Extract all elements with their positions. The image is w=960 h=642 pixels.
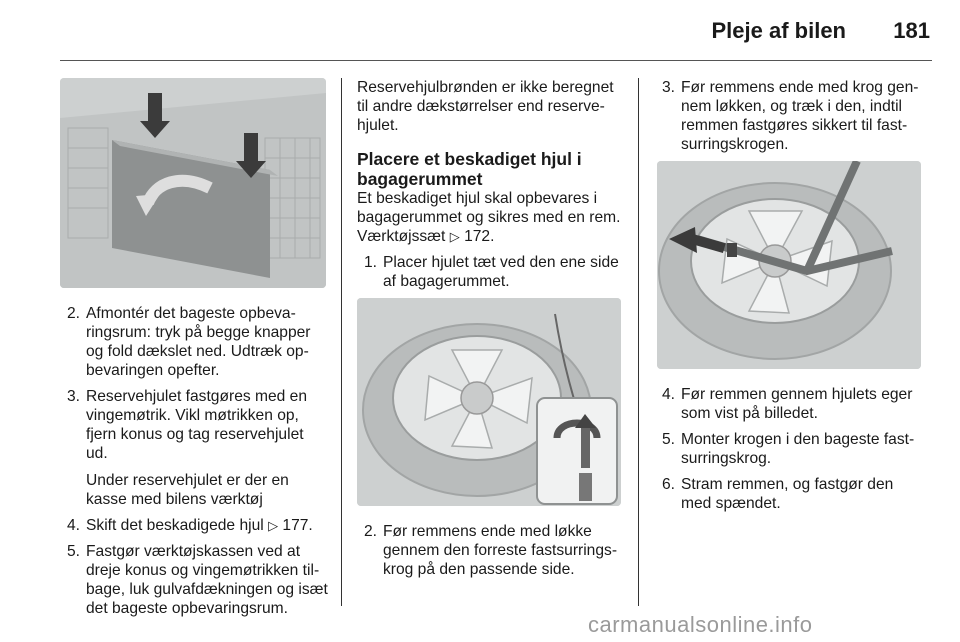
section-heading: Placere et beskadiget hjul i bagagerummet: [357, 149, 582, 189]
step-note: Under reservehjulet er der en kasse med bilens værktøj: [86, 472, 289, 508]
arrow-ref-icon: ▷: [268, 518, 279, 533]
watermark: carmanualsonline.info: [588, 612, 813, 637]
header-rule: [60, 60, 932, 61]
arrow-ref-icon: ▷: [449, 229, 460, 244]
column-divider: [341, 78, 342, 606]
list-item: 5. Fastgør værktøjskassen ved at dreje konus og vingemøtrikken tilbage, luk gulvafdækningen og isæt det bageste opbevaringsrum.: [67, 543, 328, 617]
header-title: Pleje af bilen: [711, 18, 846, 43]
wheel-in-trunk-illustration: [357, 298, 621, 506]
list-item: 3. Reservehjulet fastgøres med en vingemøtrik. Vikl møtrikken op, fjern konus og tag reservehjulet ud. Under reservehjulet er der en kasse med bilens værktøj: [60, 387, 328, 509]
storage-cover-illustration: [60, 78, 326, 288]
list-item: 2. Før remmens ende med løkke gennem den forreste fastsurringskrog på den passende side.: [364, 523, 618, 578]
strap-through-wheel-illustration: [657, 161, 921, 369]
list-item: 3. Før remmens ende med krog gennem løkken, og træk i den, indtil remmen fastgøres sikkert til fastsurringskrogen.: [662, 79, 919, 153]
column-divider: [638, 78, 639, 606]
list-item: 4. Skift det beskadigede hjul ▷ 177.: [67, 517, 313, 534]
list-item: 5. Monter krogen i den bageste fastsurringskrog.: [662, 431, 915, 467]
list-item: 2. Afmontér det bageste opbevaringsrum: tryk på begge knapper og fold dækslet ned. Udtræk opbevaringen opefter.: [67, 305, 311, 379]
column-2: Reservehjulbrønden er ikke beregnet til andre dækstørrelser end reservehjulet. Placere et beskadiget hjul i bagagerummet Et beskadiget hjul skal opbevares i bagagerummet og sikres med en rem. Værktøjssæt ▷ 172. 1. Placer hjulet tæt ved den ene side af bagagerummet. 2. Før remmens ende med løkke gennem den forreste fastsurringskrog på den passende side.: [357, 78, 625, 586]
column-3: [655, 78, 923, 520]
list-item: 6. Stram remmen, og fastgør den med spændet.: [662, 476, 894, 512]
page-number: 181: [893, 18, 930, 43]
list-item: 4. Før remmen gennem hjulets eger som vist på billedet.: [662, 386, 913, 422]
list-item: 1. Placer hjulet tæt ved den ene side af bagagerummet.: [364, 254, 619, 290]
column-1: [60, 78, 328, 625]
body-text: Et beskadiget hjul skal opbevares i bagagerummet og sikres med en rem. Værktøjssæt: [357, 190, 621, 245]
intro-text: Reservehjulbrønden er ikke beregnet til andre dækstørrelser end reservehjulet.: [357, 79, 614, 134]
